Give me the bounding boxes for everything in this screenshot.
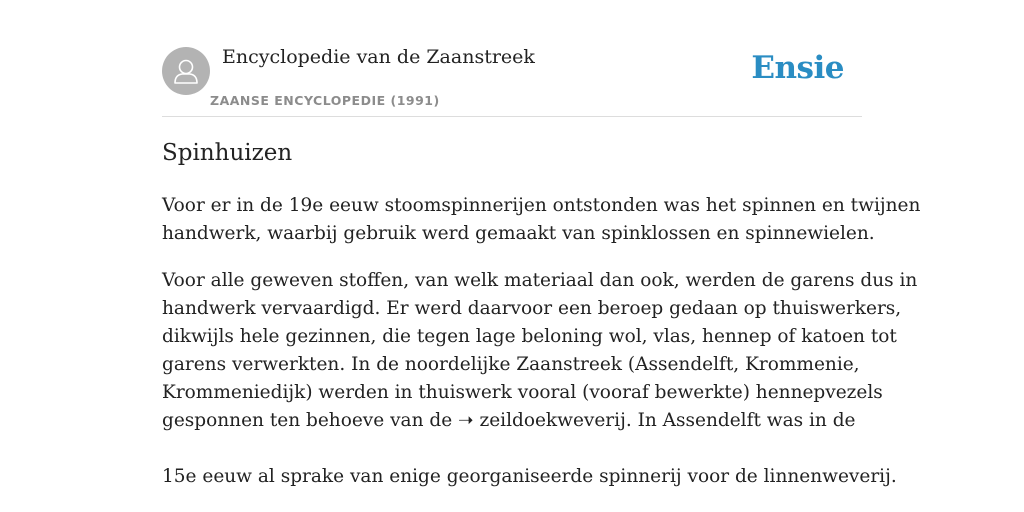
paragraph-line-with-link bbox=[162, 407, 862, 435]
paragraph-line: dikwijls hele gezinnen, die tegen lage beloning wol, vlas, hennep of katoen tot bbox=[162, 326, 897, 347]
article-title: Spinhuizen bbox=[162, 140, 293, 166]
avatar-silhouette bbox=[162, 47, 210, 95]
paragraph-line: handwerk, waarbij gebruik werd gemaakt van spinklossen en spinnewielen. bbox=[162, 223, 875, 244]
source-subtitle[interactable]: ZAANSE ENCYCLOPEDIE (1991) bbox=[210, 93, 440, 108]
user-avatar-icon[interactable] bbox=[162, 47, 210, 95]
article-paragraph-3 bbox=[162, 463, 897, 491]
paragraph-text: . In Assendelft was in de bbox=[625, 410, 856, 431]
paragraph-line: 15e eeuw al sprake van enige georganiseerde spinnerij voor de linnenweverij. bbox=[162, 466, 897, 487]
article-paragraph-2 bbox=[162, 267, 918, 435]
zeildoekweverij-link[interactable]: zeildoekweverij bbox=[479, 410, 626, 431]
article-paragraph-1 bbox=[162, 192, 921, 248]
page-container bbox=[162, 0, 921, 487]
paragraph-line: garens verwerkten. In de noordelijke Zaanstreek (Assendelft, Krommenie, bbox=[162, 354, 860, 375]
link-arrow-icon[interactable]: ➝ bbox=[458, 410, 474, 431]
paragraph-line: Krommeniedijk) werden in thuiswerk vooral (vooraf bewerkte) hennepvezels bbox=[162, 382, 883, 403]
brand-logo[interactable]: Ensie bbox=[751, 50, 844, 86]
source-header bbox=[162, 0, 862, 117]
paragraph-line: Voor er in de 19e eeuw stoomspinnerijen ontstonden was het spinnen en twijnen bbox=[162, 195, 921, 216]
source-title[interactable]: Encyclopedie van de Zaanstreek bbox=[222, 46, 535, 68]
paragraph-line: handwerk vervaardigd. Er werd daarvoor een beroep gedaan op thuiswerkers, bbox=[162, 298, 902, 319]
paragraph-text: gesponnen ten behoeve van de bbox=[162, 410, 459, 431]
paragraph-line: Voor alle geweven stoffen, van welk materiaal dan ook, werden de garens dus in bbox=[162, 270, 918, 291]
